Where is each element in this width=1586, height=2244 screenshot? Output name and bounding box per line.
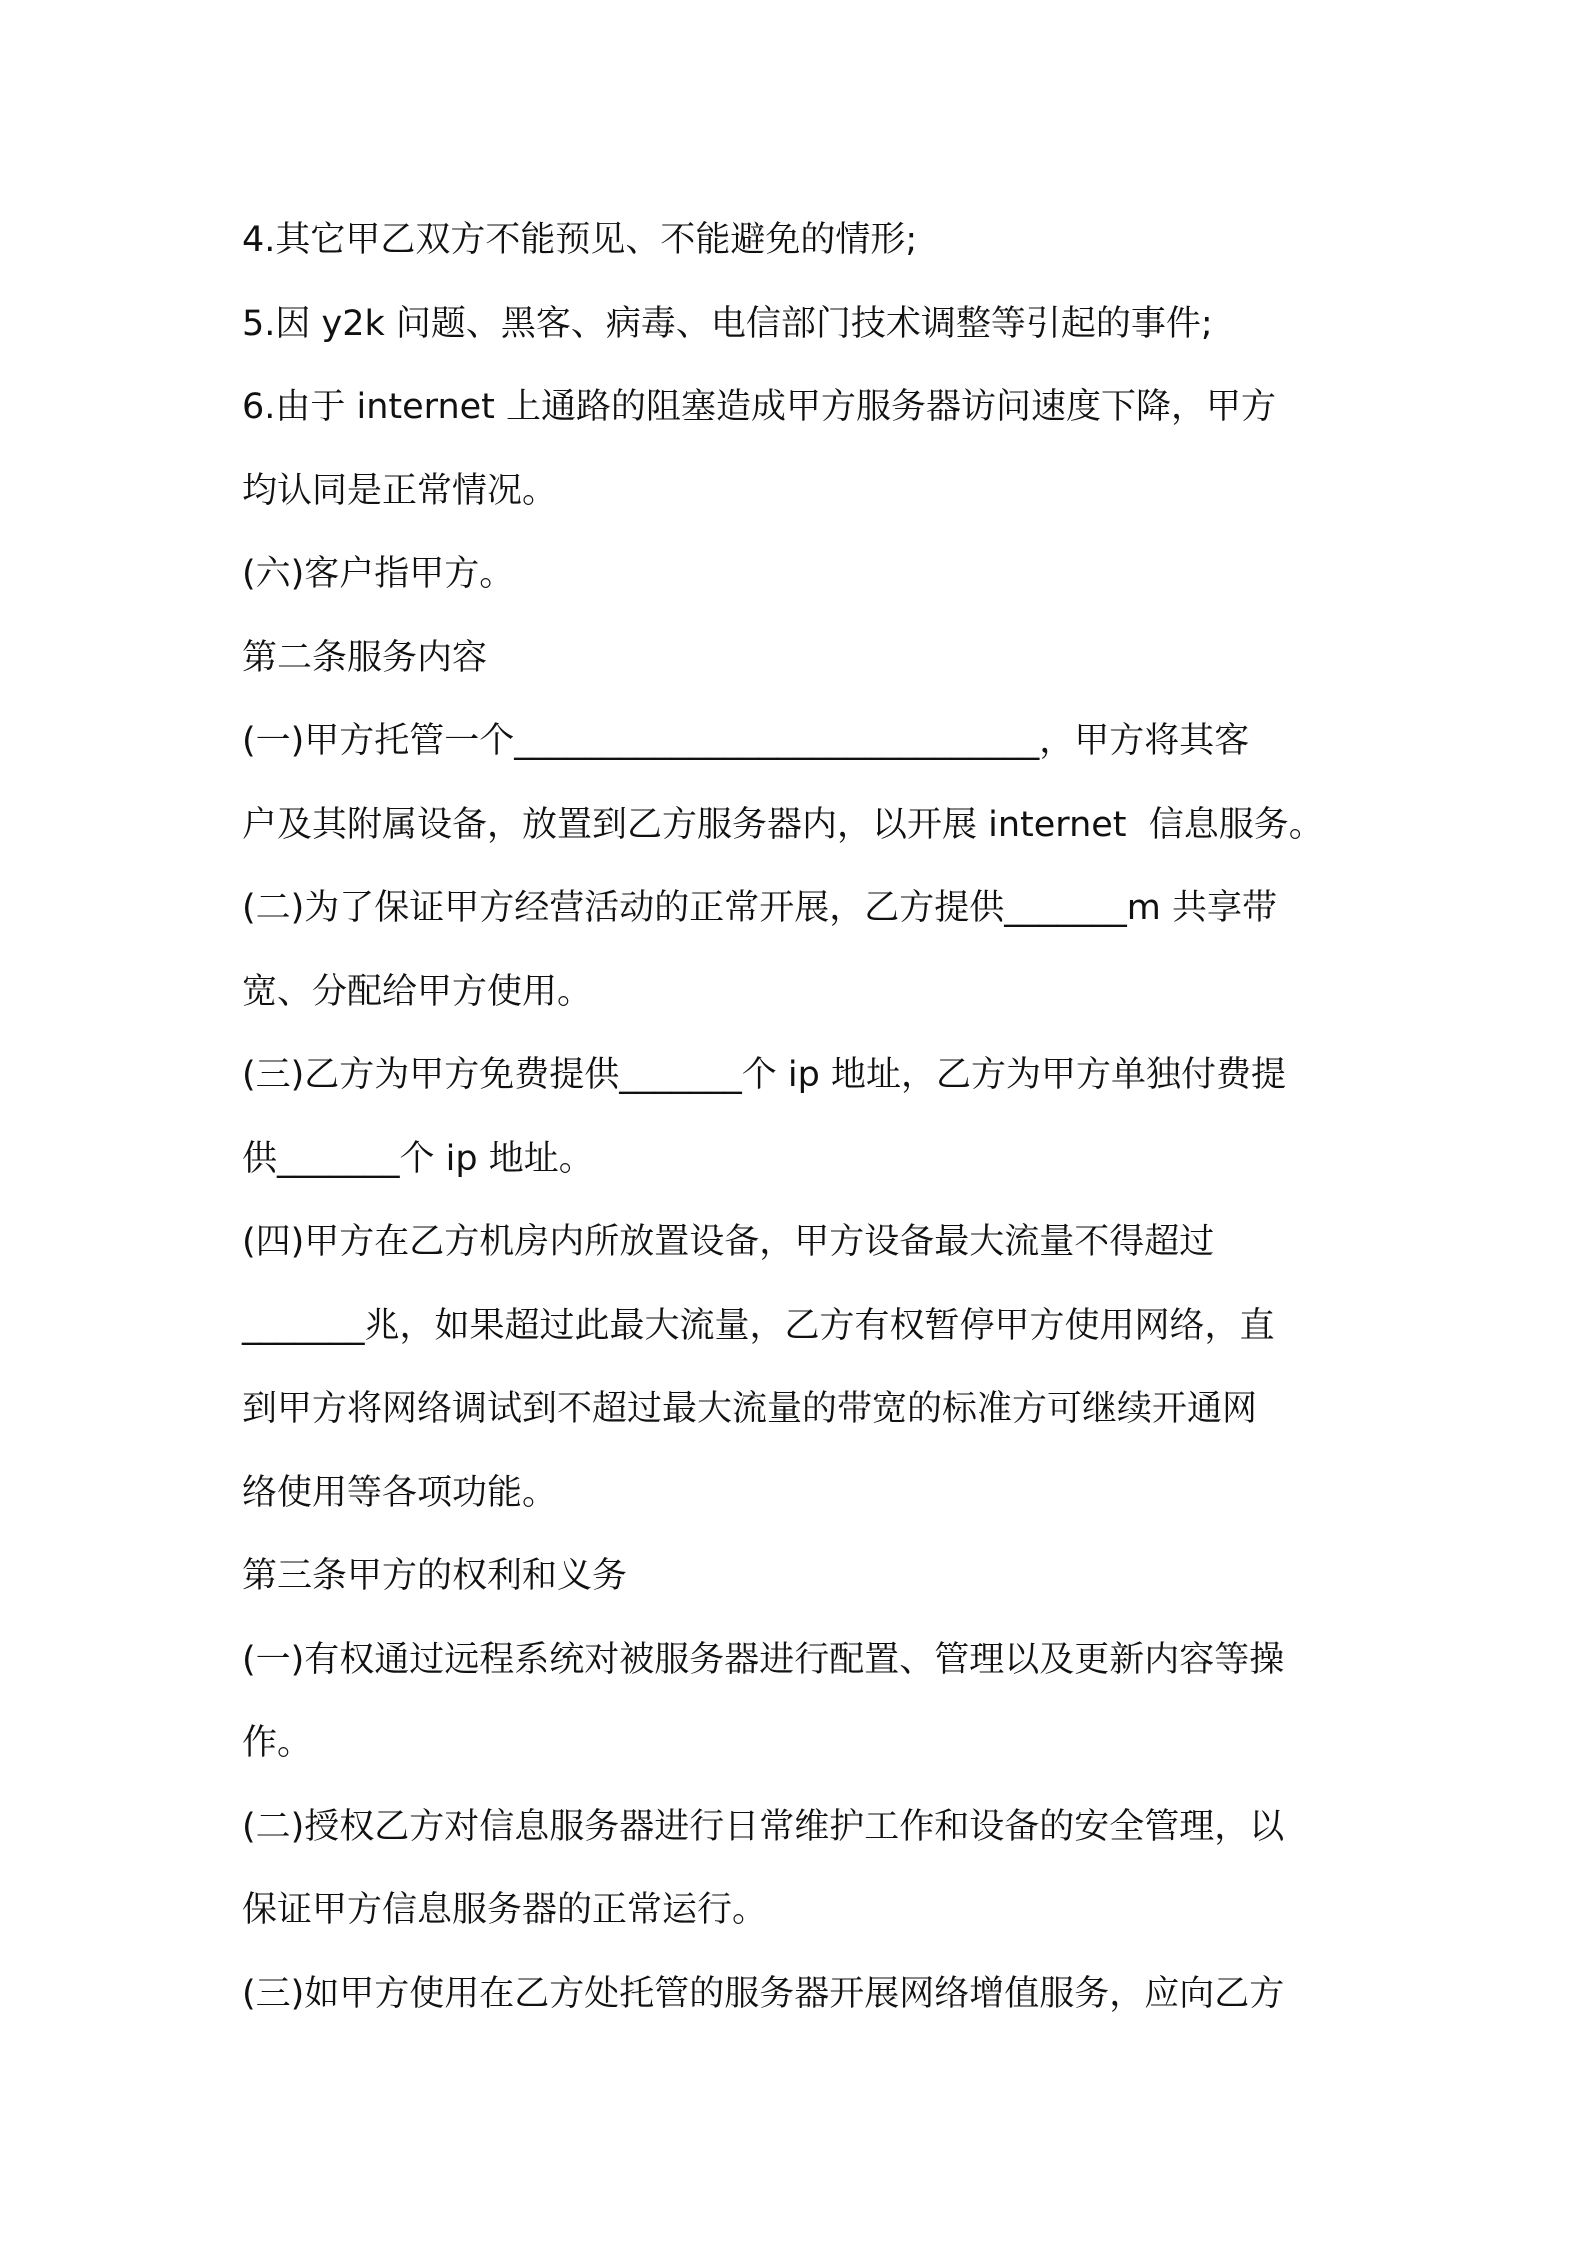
section-heading: 第三条甲方的权利和义务: [242, 1556, 628, 1596]
text-line: (三)乙方为甲方免费提供_______个 ip 地址，乙方为甲方单独付费提: [242, 1055, 1287, 1095]
section-heading: 第二条服务内容: [242, 637, 488, 678]
text-line: (二)授权乙方对信息服务器进行日常维护工作和设备的安全管理，以: [242, 1806, 1285, 1847]
text-line: (三)如甲方使用在乙方处托管的服务器开展网络增值服务，应向乙方: [242, 1973, 1285, 2014]
text-line: (二)为了保证甲方经营活动的正常开展，乙方提供_______m 共享带: [242, 888, 1278, 928]
text-line: (六)客户指甲方。: [242, 554, 515, 594]
text-line: 络使用等各项功能。: [242, 1472, 558, 1513]
text-line: 供_______个 ip 地址。: [242, 1138, 594, 1179]
text-line: 户及其附属设备，放置到乙方服务器内，以开展 internet 信息服务。: [242, 804, 1324, 845]
text-line: 保证甲方信息服务器的正常运行。: [242, 1890, 768, 1930]
text-line: (四)甲方在乙方机房内所放置设备，甲方设备最大流量不得超过: [242, 1222, 1215, 1262]
text-line: 5.因 y2k 问题、黑客、病毒、电信部门技术调整等引起的事件;: [242, 303, 1213, 344]
text-line: 均认同是正常情况。: [242, 470, 558, 511]
text-line: 宽、分配给甲方使用。: [242, 971, 593, 1012]
text-line: 作。: [242, 1723, 313, 1763]
text-line: (一)甲方托管一个______________________________，甲方将其客: [242, 721, 1250, 761]
text-line: 6.由于 internet 上通路的阻塞造成甲方服务器访问速度下降，甲方: [242, 387, 1277, 427]
document-body: [242, 199, 1372, 2036]
text-line: 4.其它甲乙双方不能预见、不能避免的情形;: [242, 220, 918, 260]
text-line: 到甲方将网络调试到不超过最大流量的带宽的标准方可继续开通网: [242, 1389, 1258, 1429]
text-line: _______兆，如果超过此最大流量，乙方有权暂停甲方使用网络，直: [242, 1305, 1275, 1346]
text-line: (一)有权通过远程系统对被服务器进行配置、管理以及更新内容等操: [242, 1639, 1285, 1680]
